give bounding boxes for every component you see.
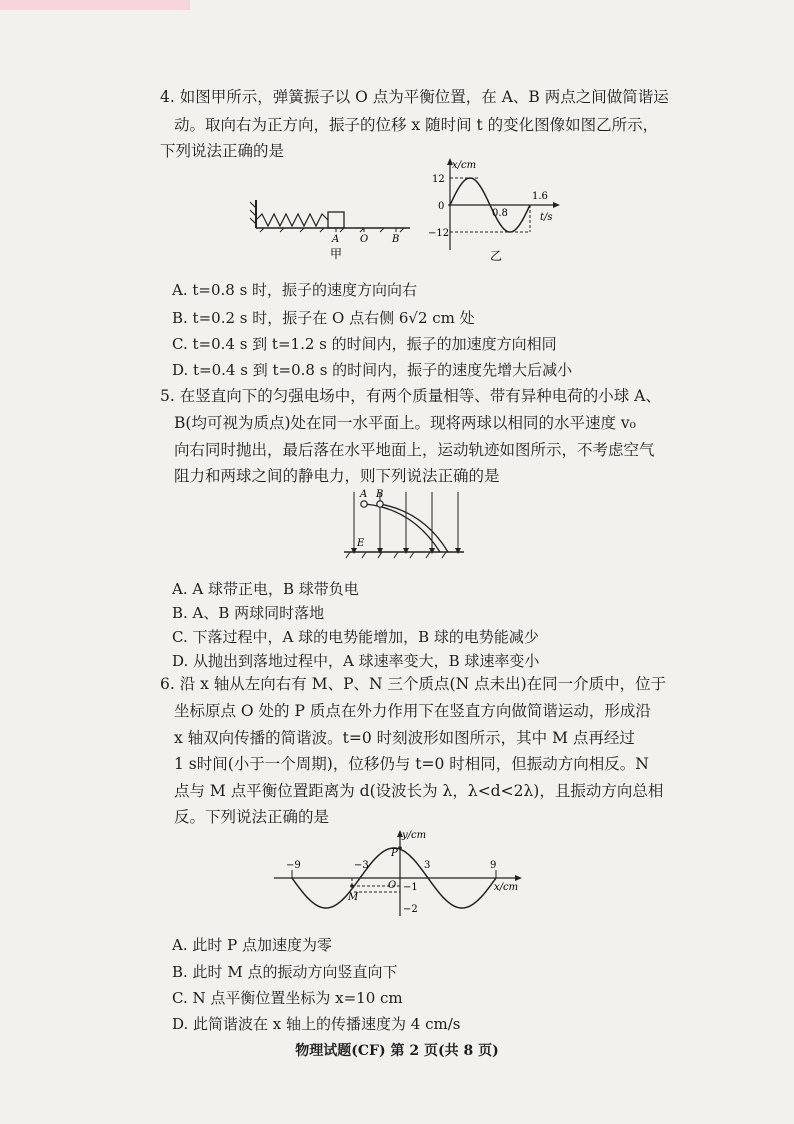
q4-xtick-1-6: 1.6 <box>532 191 548 202</box>
q6-option-c[interactable]: C. N 点平衡位置坐标为 x=10 cm <box>172 989 403 1007</box>
q6-stem-line: 反。下列说法正确的是 <box>174 808 330 826</box>
q6-stem-line: 点与 M 点平衡位置距离为 d(设波长为 λ，λ<d<2λ)，且振动方向总相 <box>174 782 664 800</box>
q5-trajectory-b <box>380 504 448 552</box>
q6-tick-3: 3 <box>424 860 431 871</box>
q6-option-b[interactable]: B. 此时 M 点的振动方向竖直向下 <box>172 963 398 981</box>
q6-tick-minus2: −2 <box>403 904 418 915</box>
q5-stem-line: B(均可视为质点)处在同一水平面上。现将两球以相同的水平速度 v₀ <box>174 414 636 432</box>
q5-ball-a-label: A <box>360 489 368 500</box>
q5-stem-line: 5. 在竖直向下的匀强电场中，有两个质量相等、带有异种电荷的小球 A、 <box>160 387 661 405</box>
q4-stem-line: 4. 如图甲所示，弹簧振子以 O 点为平衡位置，在 A、B 两点之间做简谐运 <box>160 88 669 106</box>
q6-y-axis-label: y/cm <box>402 830 427 841</box>
q6-tick-minus1: −1 <box>403 882 418 893</box>
q5-option-d[interactable]: D. 从抛出到落地过程中，A 球速率变大，B 球速率变小 <box>172 652 540 670</box>
q6-point-p-dot <box>398 846 402 850</box>
q4-xtick-0-8: 0.8 <box>492 208 508 219</box>
q4-point-o: O <box>360 234 369 245</box>
q6-point-m-dot <box>350 884 354 888</box>
q6-stem-line: 6. 沿 x 轴从左向右有 M、P、N 三个质点(N 点未出)在同一介质中，位于 <box>160 675 667 693</box>
q5-stem-line: 向右同时抛出，最后落在水平地面上，运动轨迹如图所示，不考虑空气 <box>174 441 655 459</box>
q4-point-a: A <box>332 234 340 245</box>
q4-figure-spring <box>250 198 420 260</box>
q6-stem-line: 坐标原点 O 处的 P 质点在外力作用下在竖直方向做简谐运动，形成沿 <box>174 702 651 720</box>
q5-field-label: E <box>357 538 365 549</box>
q6-figure-wave <box>270 826 530 918</box>
q6-origin-label: O <box>388 880 397 891</box>
q6-tick-minus9: −9 <box>286 860 301 871</box>
q4-ytick-minus12: −12 <box>428 228 450 239</box>
q5-stem-line: 阻力和两球之间的静电力，则下列说法正确的是 <box>174 467 500 485</box>
q4-option-a[interactable]: A. t=0.8 s 时，振子的速度方向向右 <box>172 281 418 299</box>
q6-point-m-label: M <box>348 892 359 903</box>
q4-option-c[interactable]: C. t=0.4 s 到 t=1.2 s 的时间内，振子的加速度方向相同 <box>172 335 557 353</box>
q4-stem-line: 动。取向右为正方向，振子的位移 x 随时间 t 的变化图像如图乙所示， <box>174 116 659 134</box>
q4-y-axis-label: x/cm <box>452 160 477 171</box>
q6-x-axis-label: x/cm <box>494 882 519 893</box>
q6-point-p-label: P <box>391 848 398 859</box>
q6-stem-line: 1 s时间(小于一个周期)，位移仍与 t=0 时相同，但振动方向相反。N <box>174 755 649 773</box>
q6-option-a[interactable]: A. 此时 P 点加速度为零 <box>172 936 332 954</box>
q6-tick-9: 9 <box>490 860 497 871</box>
q4-figure-jia-label: 甲 <box>330 247 343 260</box>
q4-x-axis-label: t/s <box>540 212 553 223</box>
q5-option-a[interactable]: A. A 球带正电，B 球带负电 <box>172 580 359 598</box>
q4-stem-line: 下列说法正确的是 <box>160 142 285 160</box>
q4-ytick-12: 12 <box>432 174 445 185</box>
q4-option-d[interactable]: D. t=0.4 s 到 t=0.8 s 的时间内，振子的速度先增大后减小 <box>172 361 573 379</box>
q4-figure-xt-graph <box>428 154 564 264</box>
page-footer: 物理试题(CF) 第 2 页(共 8 页) <box>295 1043 499 1059</box>
q5-option-c[interactable]: C. 下落过程中，A 球的电势能增加，B 球的电势能减少 <box>172 628 539 646</box>
q4-point-b: B <box>392 234 400 245</box>
q5-figure-field <box>340 488 470 562</box>
q6-stem-line: x 轴双向传播的简谐波。t=0 时刻波形如图所示，其中 M 点再经过 <box>174 729 635 747</box>
q6-option-d[interactable]: D. 此简谐波在 x 轴上的传播速度为 4 cm/s <box>172 1015 461 1033</box>
scan-mark <box>0 0 190 10</box>
q6-tick-minus3: −3 <box>354 860 369 871</box>
q4-figure-yi-label: 乙 <box>490 249 503 263</box>
q5-ball-b-label: B <box>376 489 384 500</box>
q5-option-b[interactable]: B. A、B 两球同时落地 <box>172 604 325 622</box>
q4-option-b[interactable]: B. t=0.2 s 时，振子在 O 点右侧 6√2 cm 处 <box>172 309 475 327</box>
q4-ytick-0: 0 <box>438 201 445 212</box>
q5-ball-a <box>361 501 367 507</box>
q5-ball-b <box>377 501 383 507</box>
